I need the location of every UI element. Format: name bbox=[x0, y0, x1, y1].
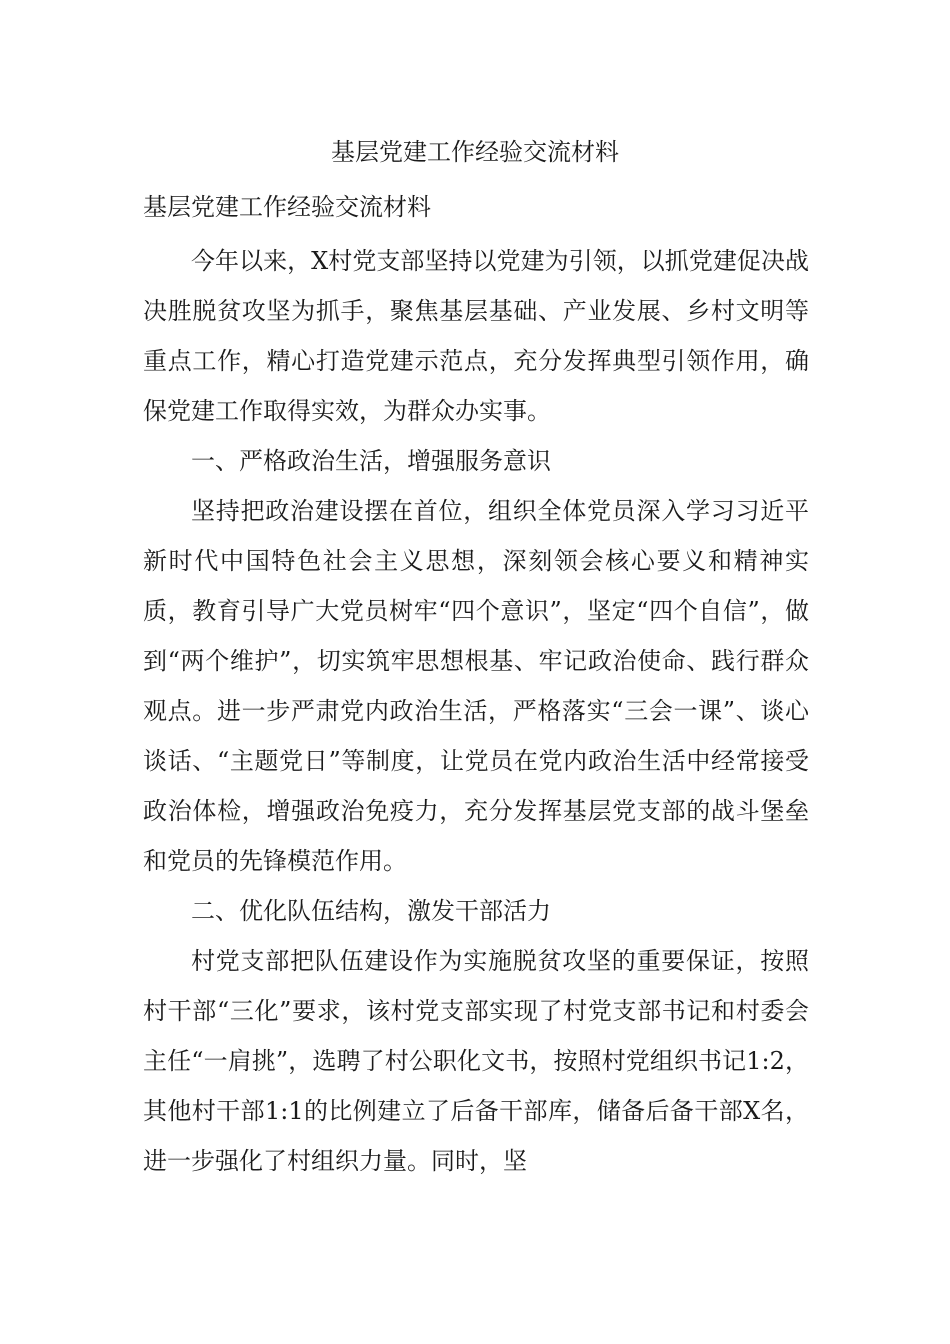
paragraph-section-1: 坚持把政治建设摆在首位，组织全体党员深入学习习近平新时代中国特色社会主义思想，深刻领会核心要义和精神实质，教育引导广大党员树牢“四个意识”，坚定“四个自信”，做到“两个维护”，切实筑牢思想根基、牢记政治使命、践行群众观点。进一步严肃党内政治生活，严格落实“三会一课”、谈心谈话、“主题党日”等制度，让党员在党内政治生活中经常接受政治体检，增强政治免疫力，充分发挥基层党支部的战斗堡垒和党员的先锋模范作用。 bbox=[143, 497, 809, 875]
section-heading-2: 二、优化队伍结构，激发干部活力 bbox=[191, 897, 551, 925]
paragraph-intro: 今年以来，X村党支部坚持以党建为引领，以抓党建促决战决胜脱贫攻坚为抓手，聚焦基层基础、产业发展、乡村文明等重点工作，精心打造党建示范点，充分发挥典型引领作用，确保党建工作取得实效，为群众办实事。 bbox=[143, 247, 809, 425]
document-body bbox=[143, 182, 809, 1186]
document-title: 基层党建工作经验交流材料 bbox=[331, 138, 619, 166]
document-subtitle: 基层党建工作经验交流材料 bbox=[143, 193, 431, 221]
paragraph-section-2: 村党支部把队伍建设作为实施脱贫攻坚的重要保证，按照村干部“三化”要求，该村党支部实现了村党支部书记和村委会主任“一肩挑”，选聘了村公职化文书，按照村党组织书记1:2，其他村干部1:1的比例建立了后备干部库，储备后备干部X名，进一步强化了村组织力量。同时，坚 bbox=[143, 947, 809, 1175]
section-heading-1: 一、严格政治生活，增强服务意识 bbox=[191, 447, 551, 475]
